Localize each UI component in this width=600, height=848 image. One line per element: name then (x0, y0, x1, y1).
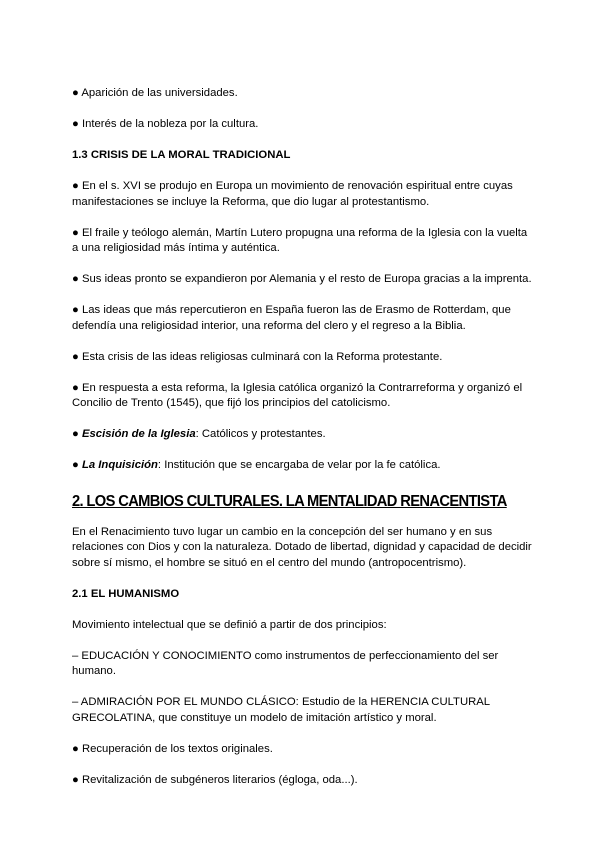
paragraph-movimiento: Movimiento intelectual que se definió a partir de dos principios: (72, 618, 387, 631)
bullet-revitalizacion: ● Revitalización de subgéneros literarios (égloga, oda...). (72, 773, 358, 786)
term-inquisicion: La Inquisición (81, 459, 158, 471)
paragraph-educacion: – EDUCACIÓN Y CONOCIMIENTO como instrumentos de perfeccionamiento del ser humano. (72, 649, 499, 677)
paragraph-imprenta: ● Sus ideas pronto se expandieron por Alemania y el resto de Europa gracias a la imprenta. (72, 273, 532, 285)
document-page (72, 86, 532, 788)
definition-text: : Católicos y protestantes. (195, 428, 326, 440)
bullet: ● (72, 428, 82, 440)
paragraph-renovacion: ● En el s. XVI se produjo en Europa un movimiento de renovación espiritual entre cuyas manifestaciones se incluye la Reforma, que dio lugar al protestantismo. (72, 180, 513, 208)
term-escision: Escisión de la Iglesia (81, 428, 196, 440)
bullet: ● (72, 459, 82, 471)
paragraph-erasmo: ● Las ideas que más repercutieron en España fueron las de Erasmo de Rotterdam, que defendía una religiosidad interior, una reforma del clero y el regreso a la Biblia. (72, 304, 511, 332)
bullet-recuperacion: ● Recuperación de los textos originales. (72, 742, 273, 755)
bullet-nobleza: ● Interés de la nobleza por la cultura. (72, 118, 259, 130)
paragraph-admiracion: – ADMIRACIÓN POR EL MUNDO CLÁSICO: Estudio de la HERENCIA CULTURAL GRECOLATINA, que constituye un modelo de imitación artístico y moral. (72, 696, 490, 724)
bullet-universidades: ● Aparición de las universidades. (72, 87, 238, 99)
paragraph-escision (72, 427, 532, 443)
heading-2-1: 2.1 EL HUMANISMO (72, 587, 180, 600)
paragraph-crisis: ● Esta crisis de las ideas religiosas culminará con la Reforma protestante. (72, 350, 443, 363)
definition-text: : Institución que se encargaba de velar por la fe católica. (157, 459, 441, 471)
paragraph-inquisicion (72, 458, 532, 474)
paragraph-renacimiento: En el Renacimiento tuvo lugar un cambio en la concepción del ser humano y en sus relaciones con Dios y con la naturaleza. Dotado de libertad, dignidad y capacidad de decidir sobre sí mismo, el hombre se situó en el centro del mundo (antropocentrismo). (72, 525, 532, 569)
heading-section-2: 2. LOS CAMBIOS CULTURALES. LA MENTALIDAD RENACENTISTA (72, 492, 507, 510)
heading-1-3: 1.3 CRISIS DE LA MORAL TRADICIONAL (72, 149, 291, 161)
paragraph-contrarreforma: ● En respuesta a esta reforma, la Iglesia católica organizó la Contrarreforma y organizó el Concilio de Trento (1545), que fijó los principios del catolicismo. (72, 381, 523, 409)
paragraph-lutero: ● El fraile y teólogo alemán, Martín Lutero propugna una reforma de la Iglesia con la vuelta a una religiosidad más íntima y auténtica. (72, 226, 528, 254)
